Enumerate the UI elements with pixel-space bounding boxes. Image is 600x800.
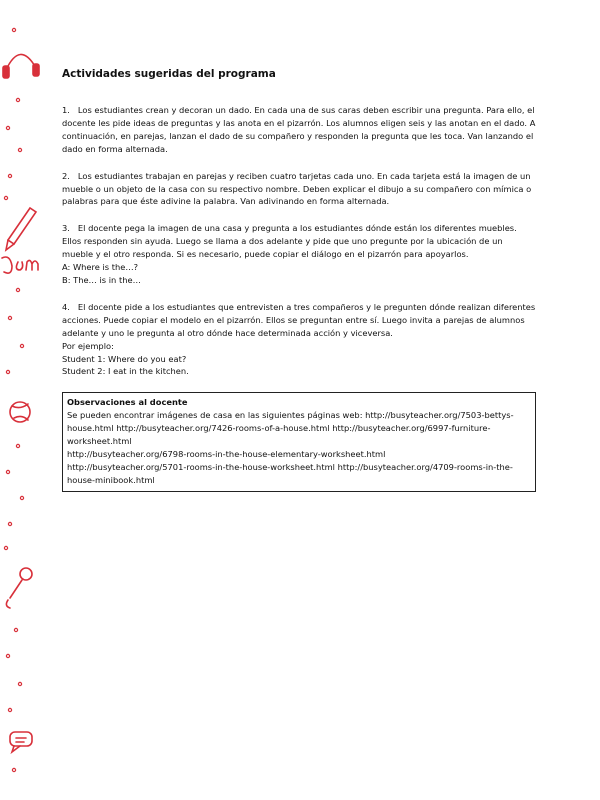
activity-text: 3. El docente pega la imagen de una casa y pregunta a los estudiantes dónde están los diferentes muebles. <box>62 223 517 234</box>
margin-decoration <box>0 0 52 800</box>
pencil-icon <box>6 208 36 250</box>
page-title: Actividades sugeridas del programa <box>62 68 276 80</box>
microphone-icon <box>6 568 32 608</box>
dialogue-line: A: Where is the…? <box>62 262 139 273</box>
globe-icon <box>10 402 30 422</box>
activity-4 <box>62 301 536 378</box>
dialogue-line: B: The… is in the… <box>62 274 141 285</box>
teacher-notes-link: http://busyteacher.org/5701-rooms-in-the-house-worksheet.html http://busyteacher.org/4709-rooms-in-the-house-minibook.html <box>67 461 513 485</box>
teacher-notes-link: http://busyteacher.org/6798-rooms-in-the-house-elementary-worksheet.html <box>67 448 386 459</box>
dotted-trail <box>4 28 23 771</box>
activity-3 <box>62 222 536 287</box>
teacher-notes-box <box>62 392 536 491</box>
activity-number: 2. <box>62 170 70 181</box>
activity-text: 1. Los estudiantes crean y decoran un dado. En cada una de sus caras deben escribir una pregunta. Para ello, el docente les pide ideas de preguntas y las anota en el pizarrón. Los alumnos eligen seis y las anotan en el dado. A continuación, en parejas, lanzan el dado de su compañero y responden la pregunta que les toca. Van lanzando el dado en forma alternada. <box>62 105 536 154</box>
dialogue-line: Student 1: Where do you eat? <box>62 353 187 364</box>
handwriting-mark <box>2 257 38 273</box>
activity-text: Ellos responden sin ayuda. Luego se llama a dos adelante y pide que uno pregunte por la ubicación de un mueble y el otro responda. Si es necesario, puede copiar el diálogo en el pizarrón para apoyarlos. <box>62 236 503 260</box>
activity-text: 4. El docente pide a los estudiantes que entrevisten a tres compañeros y le pregunten dónde realizan diferentes acciones. Puede copiar el modelo en el pizarrón. Ellos se preguntan entre sí. Luego invita a parejas de alumnos adelante y uno le pregunta al otro dónde hace determinada acción y viceversa. <box>62 301 536 338</box>
activity-1 <box>62 104 536 156</box>
teacher-notes-text: Se pueden encontrar imágenes de casa en las siguientes páginas web: http://busyteacher.org/7503-bettys-house.html http://busyteacher.org/7426-rooms-of-a-house.html http://busyteacher.org/6997-furniture-worksheet.html <box>67 410 514 447</box>
main-content <box>62 68 536 492</box>
activity-number: 1. <box>62 105 70 115</box>
speech-bubble-icon <box>10 732 32 752</box>
teacher-notes-title: Observaciones al docente <box>67 397 188 408</box>
activity-number: 4. <box>62 301 70 312</box>
example-label: Por ejemplo: <box>62 340 114 351</box>
activity-number: 3. <box>62 223 70 234</box>
dialogue-line: Student 2: I eat in the kitchen. <box>62 366 189 377</box>
activity-2 <box>62 170 536 209</box>
headphones-icon <box>3 54 39 78</box>
activity-text: 2. Los estudiantes trabajan en parejas y reciben cuatro tarjetas cada uno. En cada tarjeta está la imagen de un mueble o un objeto de la casa con su respectivo nombre. Deben explicar el dibujo a su compañero con mímica o palabras para que éste adivine la palabra. Van adivinando en forma alternada. <box>62 170 532 207</box>
